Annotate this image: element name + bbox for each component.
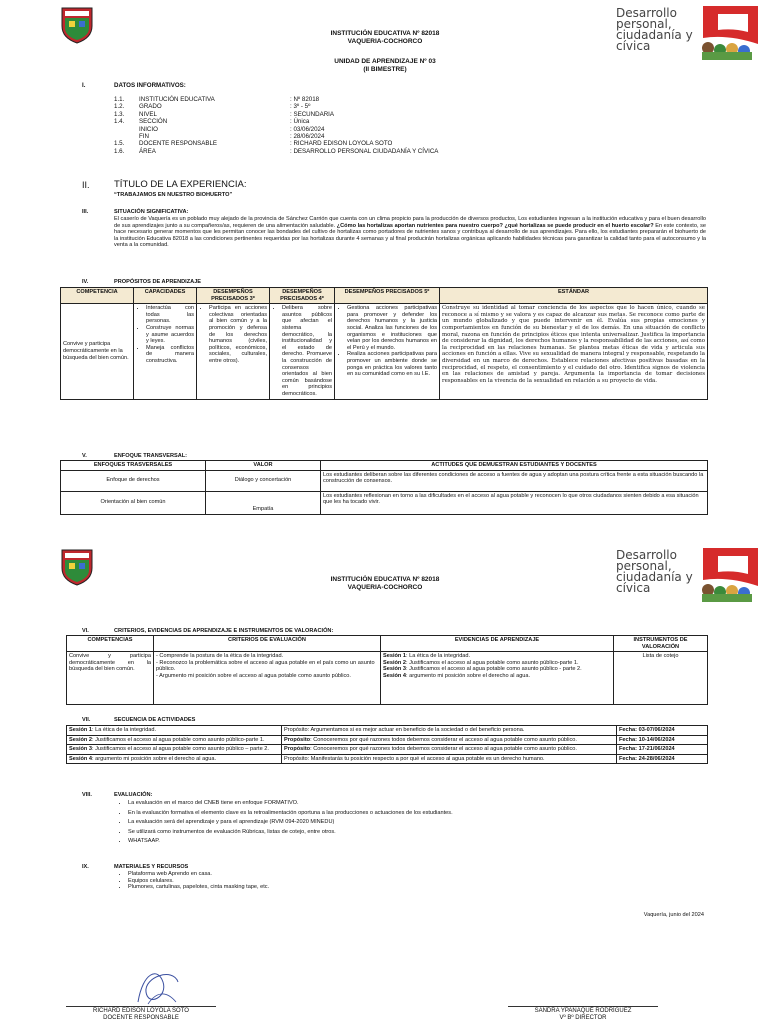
evaluation-item: • La evaluación en el marco del CNEB tiene en enfoque FORMATIVO.	[128, 800, 618, 807]
closing-date: Vaquería, junio del 2024	[643, 912, 704, 918]
d4-item: • Delibera sobre asuntos públicos que afectan el sistema democrático, la institucionalidad y el estado de derecho. Promueve la construcción de consensos orientados al bien común basándose en principios democráticos.	[282, 305, 332, 397]
school-place: VAQUERIA-COCHORCO	[347, 584, 423, 591]
d3-item: • Participa en acciones colectivas orientadas al bien común y a la promoción y defensa de los derechos humanos (civiles, políticos, económicos, sociales, culturales, entre otros).	[209, 305, 267, 364]
material-item: • Equipos celulares.	[128, 878, 518, 885]
sequence-session: Sesión 3: Justificamos el acceso al agua potable como asunto público – parte 2.	[67, 745, 282, 755]
evidencia-item: Sesión 1: La ética de la integridad.	[383, 653, 471, 660]
section-4-title: PROPÓSITOS DE APRENDIZAJE	[114, 279, 202, 285]
datos-row: 1.2. GRADO : 3º - 5º	[114, 103, 311, 111]
th-evidencias: EVIDENCIAS DE APRENDIZAJE	[381, 636, 614, 652]
section-9-number: IX.	[82, 864, 89, 870]
school-shield-logo	[60, 6, 94, 49]
criteria-table	[66, 635, 708, 705]
logo-line1: Desarrollo	[616, 548, 677, 562]
estandar-cell: Construye su identidad al tomar conciencia de los aspectos que lo hacen único, cuando se reconoce a sí mismo y se valora y es capaz de alcanzar sus metas. Se reconoce como parte de un mundo globalizado y que puede intervenir en él. Evalúa sus propias emociones y comportamientos en función de su bienestar y el de los demás. En una situación de conflicto moral, razona en función de principios éticos que intenta universalizar. Justifica la importancia de considerar la dignidad, los derechos humanos y la responsabilidad de las acciones, así como la reciprocidad en las relaciones humanas. Se plantea metas éticas de vida y articula sus acciones en función a ellas. Vive su sexualidad de manera integral y responsable, respetando la diversidad en un marco de derechos. Establece relaciones afectivas positivas basadas en la reciprocidad, el respeto, el consentimiento y el cuidado del otro. Identifica signos de violencia en las relaciones de amistad y pareja. Argumenta la importancia de tomar decisiones responsables en la vivencia de la sexualidad en relación a su proyecto de vida.	[440, 304, 708, 399]
enfoque-name: Orientación al bien común	[61, 491, 206, 514]
evaluation-item: • En la evaluación formativa el elemento clave es la retroalimentación oportuna a las producciones o actuaciones de los estudiantes.	[128, 810, 618, 817]
sequence-purpose: Propósito: Conoceremos por qué razones todos debemos considerar el acceso al agua potable como asunto público.	[282, 735, 617, 745]
material-item: • Plumones, cartulinas, papelotes, cinta masking tape, etc.	[128, 884, 518, 891]
logo-line4: cívica	[616, 581, 651, 595]
school-name: INSTITUCIÓN EDUCATIVA Nº 82018	[330, 30, 440, 37]
signature-right	[508, 1008, 658, 1022]
logo-line2: personal,	[616, 17, 672, 31]
th-enfoques: ENFOQUES TRASVERSALES	[61, 461, 206, 471]
section-4-number: IV.	[82, 279, 89, 285]
criterios-cell	[154, 652, 381, 705]
signature-line-right	[508, 1006, 658, 1007]
capacidades-cell	[134, 304, 197, 399]
criterio-item: - Reconozco la problemática sobre el acceso al agua potable en el país como un asunto público.	[156, 659, 375, 673]
evidencia-item: Sesión 2: Justificamos el acceso al agua potable como asunto público-parte 1.	[383, 659, 579, 666]
datos-row: 1.1. INSTITUCIÓN EDUCATIVA : Nº 82018	[114, 96, 320, 103]
unit-header	[300, 58, 470, 74]
criterio-item: - Argumento mi posición sobre el acceso al agua potable como asunto público.	[156, 672, 351, 679]
area-logo	[608, 546, 758, 602]
datos-row: 1.4. SECCIÓN : Única	[114, 118, 310, 126]
logo-line3: ciudadanía y	[616, 570, 693, 584]
capacidad-item: • Interactúa con todas las personas.	[146, 305, 194, 325]
section-5-title: ENFOQUE TRANSVERSAL:	[114, 453, 188, 459]
section-7-number: VII.	[82, 717, 91, 723]
evidencia-item: Sesión 3: Justificamos el acceso al agua potable como asunto público - parte 2.	[383, 666, 582, 673]
school-place: VAQUERIA-COCHORCO	[347, 38, 423, 45]
section-8-title: EVALUACIÓN:	[114, 792, 153, 798]
th-estandar: ESTÁNDAR	[440, 288, 708, 304]
sequence-date: Fecha: 03-07/06/2024	[617, 726, 708, 736]
logo-line1: Desarrollo	[616, 6, 677, 20]
evaluation-item: • Se utilizará como instrumentos de evaluación Rúbricas, listas de cotejo, entre otros.	[128, 829, 618, 836]
section-6-number: VI.	[82, 628, 89, 634]
section-1-number: I.	[82, 82, 86, 89]
sequence-session: Sesión 1: La ética de la integridad.	[67, 726, 282, 736]
evidencias-cell	[381, 652, 614, 705]
signature-line-left	[66, 1006, 216, 1007]
section-7-title: SECUENCIA DE ACTIVIDADES	[114, 717, 196, 723]
section-2-number: II.	[82, 180, 90, 190]
signature-left-role: DOCENTE RESPONSABLE	[103, 1015, 179, 1021]
datos-list	[114, 96, 474, 155]
th-capacidades: CAPACIDADES	[134, 288, 197, 304]
logo-line4: cívica	[616, 39, 651, 53]
area-logo	[608, 4, 758, 60]
instrumento-cell: Lista de cotejo	[614, 652, 708, 705]
enfoque-valor: Empatía	[206, 491, 321, 514]
sequence-purpose: Propósito: Manifestarás tu posición respecto a por qué el acceso al agua potable es un derecho humano.	[282, 754, 617, 764]
signature-right-role: Vº Bº DIRECTOR	[559, 1015, 607, 1021]
logo-line2: personal,	[616, 559, 672, 573]
signature-left-name: RICHARD EDISON LOYOLA SOTO	[93, 1008, 189, 1014]
purposes-table	[60, 287, 708, 400]
enfoque-name: Enfoque de derechos	[61, 470, 206, 491]
sequence-session: Sesión 2: Justificamos el acceso al agua potable como asunto público-parte 1.	[67, 735, 282, 745]
logo-line3: ciudadanía y	[616, 28, 693, 42]
signature-right-name: SANDRA YPANAQUÉ RODRÍGUEZ	[534, 1008, 632, 1014]
section-2-title: TÍTULO DE LA EXPERIENCIA:	[114, 179, 247, 190]
sequence-purpose: Propósito: Argumentamos si es mejor actuar en beneficio de la sociedad o del beneficio persona.	[282, 726, 617, 736]
evaluation-item: • WHATSAAP.	[128, 838, 618, 845]
enfoque-valor: Diálogo y concertación	[206, 470, 321, 491]
situation-text: El caserío de Vaquería es un poblado muy alejado de la provincia de Sánchez Carrión que cuenta con un clima propicio para la producción de diversos productos, Los estudiantes ingresan a la institución educativa y para el buen desarrollo de sus aprendizajes junto a su compañeros/as, requieren de una alimentación saludable. ¿Cómo las hortalizas aportan nutrientes para nuestro cuerpo? ¿qué hortalizas se puede producir en el huerto escolar? En este contexto, se hace necesario generar momentos que les permitan conocer las bondades del cultivo de hortalizas como portadores de nutrientes sanos y contribuya al desarrollo de sus aprendizajes. Para ello, los estudiantes prepararán el biohuerto de la institución Educativa 82018 a las condiciones pertinentes requeridas por las hortalizas durante 4 semanas y al final producirán hortalizas orgánicas aplicando habilidades técnicas para garantizar la calidad tanto para el autoconsumo y la venta a la comunidad.	[114, 216, 707, 249]
signature-left	[66, 1008, 216, 1022]
d4-cell	[270, 304, 335, 399]
school-header	[290, 30, 480, 46]
experience-title: “TRABAJAMOS EN NUESTRO BIOHUERTO”	[114, 192, 233, 198]
sequence-date: Fecha: 17-21/06/2024	[617, 745, 708, 755]
sequence-table	[66, 725, 708, 764]
evaluation-list	[118, 800, 618, 845]
d5-cell	[335, 304, 440, 399]
section-5-number: V.	[82, 453, 87, 459]
datos-row: 1.3. NIVEL : SECUNDARIA	[114, 110, 335, 118]
datos-row: FIN : 28/06/2024	[139, 133, 325, 141]
th-instrumentos: INSTRUMENTOS DE VALORACIÓN	[614, 636, 708, 652]
datos-row: INICIO : 03/06/2024	[139, 125, 325, 133]
school-name: INSTITUCIÓN EDUCATIVA Nº 82018	[330, 576, 440, 583]
section-8-number: VIII.	[82, 792, 92, 798]
criterio-item: - Comprende la postura de la ética de la integridad.	[156, 653, 284, 660]
sequence-date: Fecha: 10-14/06/2024	[617, 735, 708, 745]
th-criterios: CRITERIOS DE EVALUACIÓN	[154, 636, 381, 652]
school-shield-logo	[60, 548, 94, 591]
th-d5: DESEMPEÑOS PRECISADOS 5º	[335, 288, 440, 304]
th-d4: DESEMPEÑOS PRECISADOS 4º	[270, 288, 335, 304]
materials-list	[118, 871, 518, 891]
competencia-cell: Convive y participa democráticamente en la búsqueda del bien común.	[67, 652, 154, 705]
datos-row: 1.5. DOCENTE RESPONSABLE : RICHARD EDISON LOYOLA SOTO	[114, 140, 393, 148]
th-competencia: COMPETENCIA	[61, 288, 134, 304]
unit-title: UNIDAD DE APRENDIZAJE Nº 03	[334, 58, 436, 65]
evidencia-item: Sesión 4: argumento mi posición sobre el derecho al agua.	[383, 672, 531, 679]
d5-item: • Gestiona acciones participativas para promover y defender los derechos humanos y la justicia social. Analiza las funciones de los organismos e instituciones que velan por los derechos humanos en el Perú y el mundo.	[347, 305, 437, 351]
capacidad-item: • Construye normas y asume acuerdos y leyes.	[146, 325, 194, 345]
capacidad-item: • Maneja conflictos de manera constructiva.	[146, 345, 194, 365]
section-3-title: SITUACIÓN SIGNIFICATIVA:	[114, 209, 189, 215]
enfoque-table	[60, 460, 708, 515]
th-d3: DESEMPEÑOS PRECISADOS 3º	[197, 288, 270, 304]
th-valor: VALOR	[206, 461, 321, 471]
d5-item: • Realiza acciones participativas para promover un ambiente donde se ponga en práctica los valores tanto en su comunidad como en su I.E.	[347, 351, 437, 377]
competencia-cell: Convive y participa democráticamente en la búsqueda del bien común.	[61, 304, 134, 399]
th-actitudes: ACTITUDES QUE DEMUESTRAN ESTUDIANTES Y DOCENTES	[321, 461, 708, 471]
enfoque-actitud: Los estudiantes deliberan sobre las diferentes condiciones de acceso a fuentes de agua y adoptan una postura crítica frente a esta situación buscando la construcción de consensos.	[321, 470, 708, 491]
school-header	[290, 576, 480, 592]
sequence-date: Fecha: 24-28/06/2024	[617, 754, 708, 764]
section-6-title: CRITERIOS, EVIDENCIAS DE APRENDIZAJE E INSTRUMENTOS DE VALORACIÓN:	[114, 628, 334, 634]
enfoque-actitud: Los estudiantes reflexionan en torno a las dificultades en el acceso al agua potable y reconocen lo que otros ciudadanos sienten debido a esa situación que les ha tocado vivir.	[321, 491, 708, 514]
d3-cell	[197, 304, 270, 399]
material-item: • Plataforma web Aprendo en casa.	[128, 871, 518, 878]
datos-row: 1.6. ÁREA : DESARROLLO PERSONAL CIUDADANÍA Y CÍVICA	[114, 147, 439, 155]
section-9-title: MATERIALES Y RECURSOS	[114, 864, 189, 870]
section-3-number: III.	[82, 209, 89, 215]
section-1-title: DATOS INFORMATIVOS:	[114, 82, 186, 89]
unit-term: (II BIMESTRE)	[363, 66, 407, 73]
evaluation-item: • La evaluación será del aprendizaje y para el aprendizaje (RVM 094-2020 MINEDU)	[128, 819, 618, 826]
th-competencias: COMPETENCIAS	[67, 636, 154, 652]
sequence-session: Sesión 4: argumento mi posición sobre el derecho al agua.	[67, 754, 282, 764]
sequence-purpose: Propósito: Conoceremos por qué razones todos debemos considerar el acceso al agua potable como asunto público.	[282, 745, 617, 755]
